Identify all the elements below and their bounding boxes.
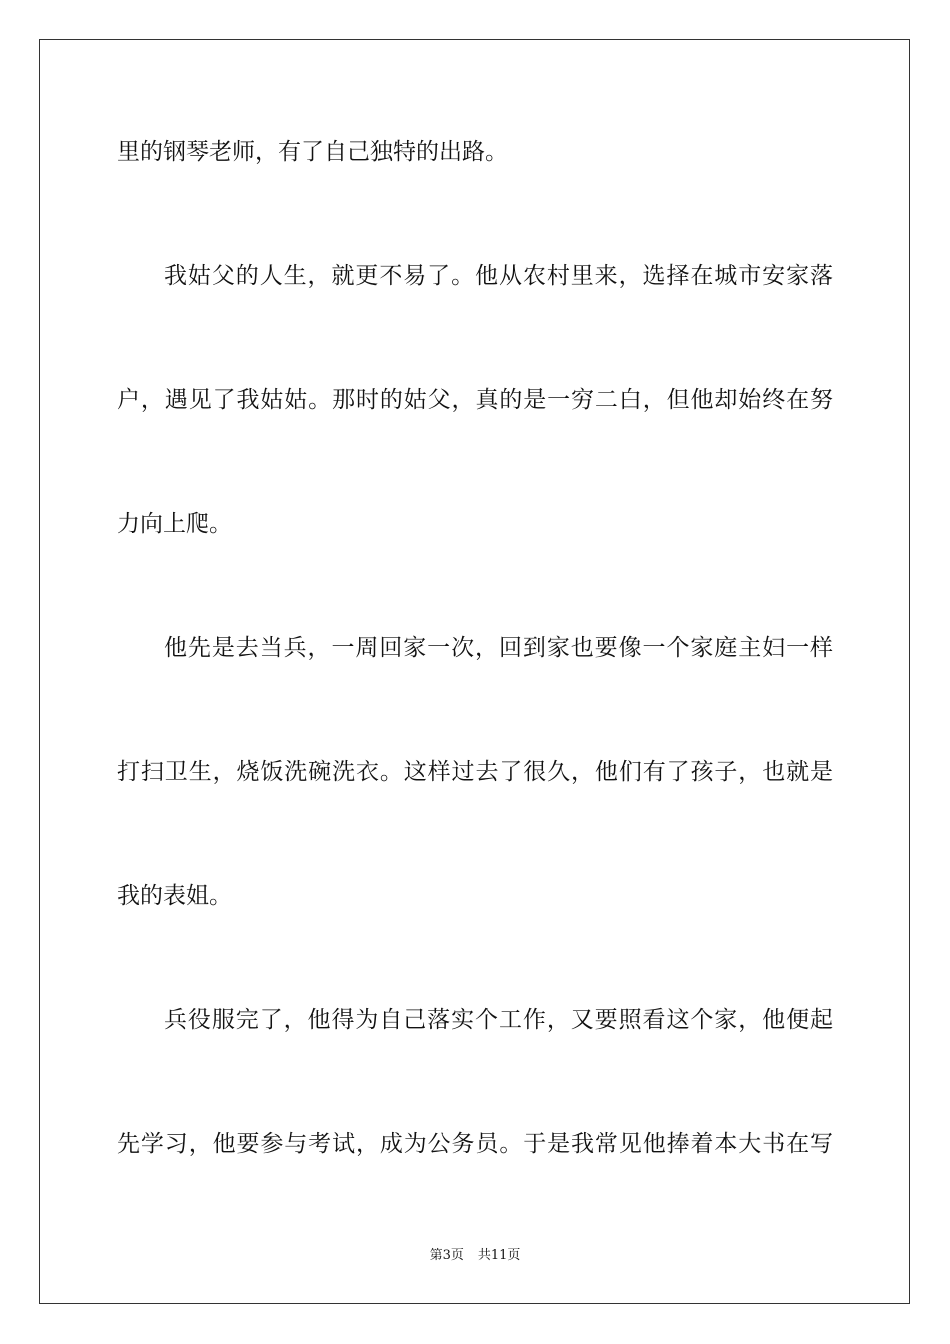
page-border (39, 39, 910, 1304)
page-number: 第3页 (429, 1248, 464, 1263)
text-line-7: 我的表姐。 (117, 883, 232, 909)
text-line-4: 力向上爬。 (117, 511, 232, 537)
page-footer (0, 1247, 950, 1265)
text-line-9: 先学习，他要参与考试，成为公务员。于是我常见他捧着本大书在写 (117, 1131, 833, 1157)
text-line-3: 户，遇见了我姑姑。那时的姑父，真的是一穷二白，但他却始终在努 (117, 387, 833, 413)
paragraph-start-line: 我姑父的人生，就更不易了。他从农村里来，选择在城市安家落 (164, 263, 833, 289)
paragraph-start-line: 他先是去当兵，一周回家一次，回到家也要像一个家庭主妇一样 (164, 635, 833, 661)
page-total: 共11页 (477, 1248, 521, 1263)
text-line-6: 打扫卫生，烧饭洗碗洗衣。这样过去了很久，他们有了孩子，也就是 (117, 759, 833, 785)
text-line-1: 里的钢琴老师，有了自己独特的出路。 (117, 139, 508, 165)
paragraph-start-line: 兵役服完了，他得为自己落实个工作，又要照看这个家，他便起 (164, 1007, 833, 1033)
